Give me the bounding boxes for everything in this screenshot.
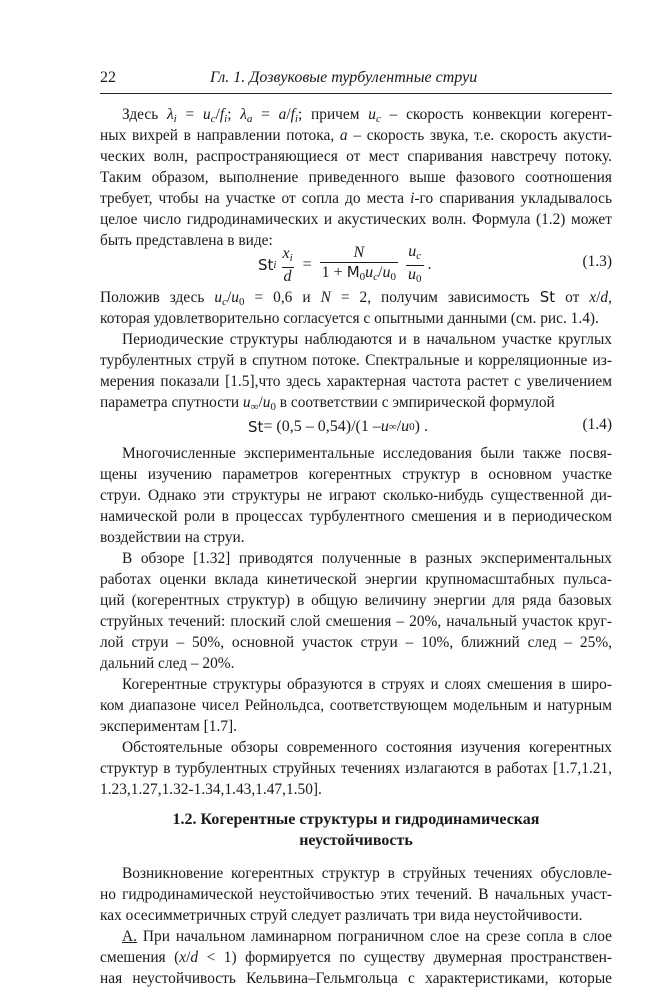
para4-line4: намической роли в процессах турбулентного смешения и в периодическом [100, 508, 612, 525]
equation-1-3-body: St i $\frac{x_i}{d}$ = $\frac{N}{1 + M_0u_c/u_0}$ $\frac{u_c}{u_0}$ . [258, 243, 432, 287]
para5-line1: В обзоре [1.32] приводятся полученные в разных экспериментальных [122, 550, 612, 567]
para7-line2: структур в турбулентных струйных течениях излагаются в работах [1.7,1.21, [100, 760, 612, 777]
item-marker-a: А. [122, 928, 137, 945]
para1-line5: требует, чтобы на участке от сопла до места i-го спаривания укладывалось [100, 190, 612, 207]
para9-line1: А. При начальном ламинарном пограничном слое на срезе сопла в слое [122, 928, 612, 945]
para7-line1: Обстоятельные обзоры современного состояния изучения когерентных [122, 739, 612, 756]
para1-line3: ческих волн, распространяющиеся от мест спаривания навстречу потоку. [100, 148, 612, 165]
para5-line4: струйных течений: плоский слой смешения – 20%, начальный участок круг- [100, 613, 612, 630]
para1-line2: ных вихрей в направлении потока, a – скорость звука, т.е. скорость акусти- [100, 127, 612, 144]
para6-line3: экспериментам [1.7]. [100, 718, 238, 735]
para9-line2: смешения (x/d < 1) формируется по существу двумерная пространствен- [100, 949, 613, 966]
para5-line5: лой струи – 50%, основной участок струи – 10%, ближний след – 25%, [100, 634, 612, 651]
running-title: Гл. 1. Дозвуковые турбулентные струи [210, 69, 478, 86]
para2-line2: которая удовлетворительно согласуется с опытными данными (см. рис. 1.4). [100, 310, 599, 327]
para1-line7: быть представлена в виде: [100, 232, 273, 249]
para1-line6: целое число гидродинамических и акустических волн. Формула (1.2) может [100, 211, 612, 228]
equation-1-4-body: St = (0,5 – 0,54)/(1 – u ∞ / u 0 ) . [248, 418, 428, 436]
fraction-uc-u0: $\frac{u_c}{u_0}$ [406, 243, 424, 288]
para7-line3: 1.23,1.27,1.32-1.34,1.43,1.47,1.50]. [100, 781, 322, 798]
para1-line1: Здесь $\lambda_i = u_c/f_i$; $\lambda_a = a/f_i$; причем $u_c$ – скорость конвекции когерент- [122, 106, 612, 125]
equation-number-1-4: (1.4) [582, 416, 612, 433]
fraction-xi-d: $\frac{x_i}{d}$ [282, 244, 293, 285]
para6-line2: ком диапазоне чисел Рейнольдса, соответствующем модельным и натурным [100, 697, 612, 714]
para8-line3: ках осесимметричных струй следует различать три вида неустойчивости. [100, 907, 583, 924]
equation-1-4 [100, 411, 612, 443]
para4-line3: струи. Однако эти структуры не играют сколько-нибудь существенной ди- [100, 487, 612, 504]
para4-line5: воздействии на струи. [100, 529, 245, 546]
para5-line6: дальний след – 20%. [100, 655, 235, 672]
para3-line3: мерения показали [1.5],что здесь характерная частота растет с увеличением [100, 373, 612, 390]
section-heading-line2: неустойчивость [299, 832, 413, 849]
para2-line1: Положив здесь $u_c/u_0 = 0,6$ и N = 2, получим зависимость St от x/d, [100, 288, 612, 308]
para3-line1: Периодические структуры наблюдаются и в начальном участке круглых [122, 331, 612, 348]
header-rule [100, 93, 612, 94]
para8-line1: Возникновение когерентных структур в струйных течениях обусловле- [122, 865, 612, 882]
para5-line2: работах оценки вклада кинетической энергии крупномасштабных пульса- [100, 571, 612, 588]
para6-line1: Когерентные структуры образуются в струях и слоях смешения в широ- [122, 676, 612, 693]
page-number: 22 [100, 69, 116, 86]
fraction-n-over-denominator: $\frac{N}{1 + M_0u_c/u_0}$ [320, 244, 398, 286]
para8-line2: но гидродинамической неустойчивостью этих течений. В начальных участ- [100, 886, 612, 903]
para5-line3: ций (когерентных структур) в общую величину энергии для ряда базовых [100, 592, 612, 609]
section-heading-line1: 1.2. Когерентные структуры и гидродинамическая [172, 811, 540, 828]
para4-line2: щены изучению параметров когерентных структур в основном участке [100, 466, 612, 483]
para3-line4: параметра спутности $u_\infty/u_0$ в соответствии с эмпирической формулой [100, 394, 555, 413]
equation-1-3 [100, 243, 612, 287]
para9-line3: ная неустойчивость Кельвина–Гельмгольца с характеристиками, которые [100, 970, 612, 987]
equation-number-1-3: (1.3) [582, 253, 612, 270]
para4-line1: Многочисленные экспериментальные исследования были также посвя- [122, 445, 612, 462]
para3-line2: турбулентных струй в спутном потоке. Спектральные и корреляционные из- [100, 352, 612, 369]
para1-line4: Таким образом, выполнение приведенного выше фазового соотношения [100, 169, 612, 186]
running-header [100, 69, 612, 91]
